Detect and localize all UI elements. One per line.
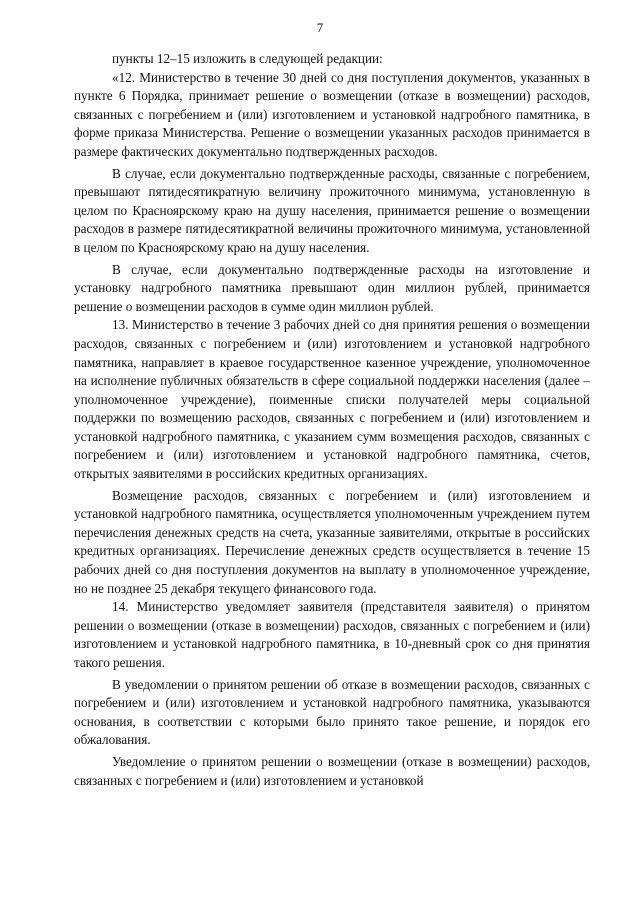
page-number: 7 bbox=[316, 20, 324, 35]
paragraph-monument-limit: В случае, если документально подтвержденные расходы на изготовление и установку надгробного памятника превышают один миллион рублей, принимается решение о возмещении расходов в сумме один миллион рублей. bbox=[74, 261, 590, 314]
paragraph-reimbursement-procedure: Возмещение расходов, связанных с погребением и (или) изготовлением и установкой надгробного памятника, осуществляется уполномоченным учреждением путем перечисления денежных средств на счета, указанные заявителями, открытые в российских кредитных организациях. Перечисление денежных средств осуществляется в течение 15 рабочих дней со дня поступления документов на выплату в уполномоченное учреждение, но не позднее 25 декабря текущего финансового года. bbox=[74, 487, 590, 596]
paragraph-item-14: 14. Министерство уведомляет заявителя (представителя заявителя) о принятом решении о возмещении (отказе в возмещении) расходов, связанных с погребением и (или) изготовлением и установкой надгробного памятника, в 10-дневный срок со дня принятия такого решения. bbox=[74, 599, 590, 670]
paragraph-intro: пункты 12–15 изложить в следующей редакции: bbox=[112, 51, 383, 66]
paragraph-notice-continued: Уведомление о принятом решении о возмещении (отказе в возмещении) расходов, связанных с погребением и (или) изготовлением и установкой bbox=[74, 753, 590, 788]
document-body bbox=[74, 50, 590, 790]
paragraph-refusal-notice: В уведомлении о принятом решении об отказе в возмещении расходов, связанных с погребением и (или) изготовлением и установкой надгробного памятника, указываются основания, в соответствии с которыми было принято такое решение, и порядок его обжалования. bbox=[74, 676, 590, 748]
paragraph-item-13: 13. Министерство в течение 3 рабочих дней со дня принятия решения о возмещении расходов, связанных с погребением и (или) изготовлением и установкой надгробного памятника, направляет в краевое государственное казенное учреждение, уполномоченное на исполнение публичных обязательств в сфере социальной поддержки населения (далее – уполномоченное учреждение), поименные списки получателей меры социальной поддержки по возмещению расходов, связанных с погребением и (или) изготовлением и установкой надгробного памятника, с указанием сумм возмещения расходов, связанных с погребением и (или) изготовлением и установкой надгробного памятника, счетов, открытых заявителями в российских кредитных организациях. bbox=[74, 317, 590, 482]
paragraph-item-12: «12. Министерство в течение 30 дней со дня поступления документов, указанных в пункте 6 Порядка, принимает решение о возмещении (отказе в возмещении) расходов, связанных с погребением и (или) изготовлением и установкой надгробного памятника, в форме приказа Министерства. Решение о возмещении указанных расходов принимается в размере фактических документально подтвержденных расходов. bbox=[74, 69, 590, 159]
paragraph-funeral-limit: В случае, если документально подтвержденные расходы, связанные с погребением, превышают пятидесятикратную величину прожиточного минимума, установленную в целом по Красноярскому краю на душу населения, принимается решение о возмещении расходов в размере пятидесятикратной величины прожиточного минимума, установленной в целом по Красноярскому краю на душу населения. bbox=[74, 165, 590, 255]
